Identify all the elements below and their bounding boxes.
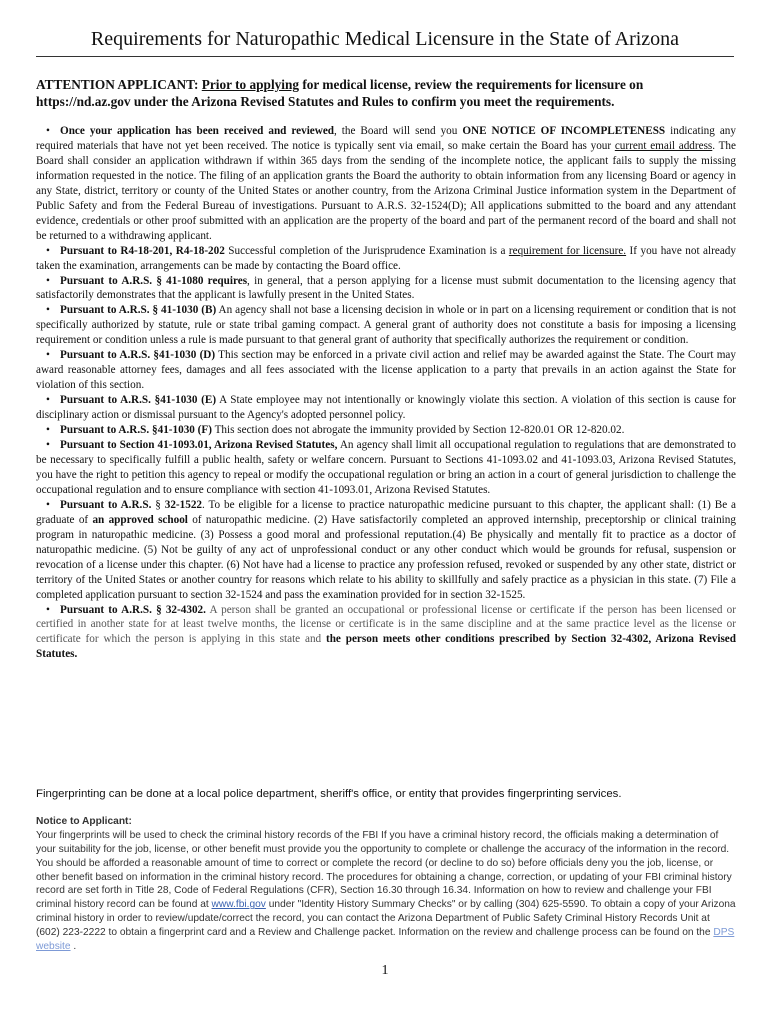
item-text: of naturopathic medicine. (2) Have satisfactorily completed an approved internship, preceptorship or clinical training program in naturopathic medicine. (3) Possess a good moral and professional reputation.(4) Be physically and mentally fit to practice as a doctor of naturopathic medicine. (5) Not be guilty of any act of unprofessional conduct or any other conduct which would be grounds for refusal, suspension or revocation of a license under this chapter. (6) Not have had a license to practice any profession refused, revoked or suspended by any other state, district or territory of the United States or another country for reasons which relate to his ability to skillfully and safely practice as a physician in this state. (7) File a completed application pursuant to section 32-1524 and pass the examination provided for in section 32-1525. — [36, 513, 736, 601]
item-underlined: requirement for licensure. — [508, 244, 627, 257]
item-emphasis: 32-1522 — [164, 498, 203, 511]
item-lead: Pursuant to Section 41-1093.01, Arizona Revised Statutes, — [60, 439, 338, 452]
bullet-icon: • — [46, 304, 50, 317]
title-underline — [36, 56, 734, 57]
notice-text: Your fingerprints will be used to check the criminal history records of the FBI If you have a criminal history record, the officials making a determination of your suitability for the job, license, or other benefit must provide you the opportunity to complete or challenge the accuracy of the information in the record. You should be afforded a reasonable amount of time to correct or complete the record (or decline to do so) before officials deny you the job, license, or other benefit based on information in the criminal history record. The procedures for obtaining a change, correction, or updating of your FBI criminal history record are set forth in Title 28, Code of Federal Regulations (CFR), Section 16.30 through 16.34. Information on how to review and challenge your FBI criminal history record can be found at — [36, 830, 732, 911]
bullet-icon: • — [46, 439, 50, 452]
list-item — [36, 603, 736, 663]
item-emphasis: ONE NOTICE OF INCOMPLETENESS — [462, 125, 666, 137]
bullet-icon: • — [46, 274, 50, 287]
list-item — [36, 438, 736, 498]
list-item — [36, 348, 736, 393]
item-text: . The Board shall consider an application withdrawn if within 365 days from the sending of the incomplete notice, the applicant fails to supply the missing information requested in the notice. The filing of an application grants the Board the authority to obtain information from any licensing Board or agency in any State, district, territory or county of the United States or another country, from the Arizona Criminal Justice information system in the Department of Public Safety and from the Federal Bureau of investigations. Pursuant to A.R.S. 32-1524(D); All applications submitted to the board and any attendant evidence, credentials or other proof submitted with an application are the property of the board and part of the permanent record of the board and shall not be returned to a withdrawing applicant. — [36, 139, 736, 242]
bullet-icon: • — [46, 498, 50, 511]
notice-text: under "Identity History Summary Checks" or by calling (304) 625-5590. To obtain a copy of your Arizona criminal history in order to review/update/correct the record, you can contact the Arizona Department of Public Safety Criminal History Records Unit at (602) 223-2222 to obtain a fingerprint card and a Review and Challenge packet. Information on the review and challenge process can be found on the — [36, 899, 736, 938]
bullet-icon: • — [46, 603, 50, 616]
list-item — [36, 244, 736, 274]
item-lead: Pursuant to A.R.S. — [60, 498, 152, 511]
item-text: A person shall be granted an occupational or professional license or certificate if the person has been licensed or certified in another state for at least twelve months, the license or certificate is in the same discipline and at the same practice level as the license or certificate for which the person is applying in this state and — [36, 603, 737, 646]
item-text: , in general, that a person applying for a license must submit documentation to the licensing agency that satisfactorily demonstrates that the applicant is lawfully present in the United States. — [36, 274, 736, 302]
fingerprinting-note: Fingerprinting can be done at a local police department, sheriff's office, or entity that provides fingerprinting services. — [36, 788, 622, 800]
bullet-icon: • — [46, 349, 50, 362]
item-lead: Pursuant to A.R.S. § 32-4302. — [60, 603, 206, 616]
item-lead: Once your application has been received and reviewed — [60, 125, 335, 137]
item-lead: Pursuant to A.R.S. §41-1030 (E) — [60, 394, 217, 407]
item-text: An agency shall not base a licensing decision in whole or in part on a licensing requirement or condition that is not specifically authorized by statute, rule or state tribal gaming compact. A general grant of authority does not constitute a basis for imposing a licensing requirement or condition unless a rule is made pursuant to that general grant of authority that specifically authorizes the requirement or condition. — [36, 304, 737, 347]
bullet-icon: • — [46, 394, 50, 407]
attention-applicant — [36, 76, 734, 110]
item-lead: Pursuant to R4-18-201, R4-18-202 — [60, 244, 225, 257]
item-text: . To be eligible for a license to practice naturopathic medicine pursuant to this chapter, the applicant shall: (1) Be a graduate of — [36, 498, 737, 526]
item-emphasis: an approved school — [92, 513, 188, 526]
item-lead: Pursuant to A.R.S. § 41-1080 requires — [60, 274, 248, 287]
bullet-icon: • — [46, 424, 50, 437]
attention-rest: for medical license, review the requirements for licensure on https://nd.az.gov under the Arizona Revised Statutes and Rules to confirm you meet the requirements. — [36, 77, 644, 109]
list-item — [36, 393, 736, 423]
page-title: Requirements for Naturopathic Medical Licensure in the State of Arizona — [90, 28, 680, 50]
list-item — [36, 423, 736, 438]
item-text: indicating any required materials that have not yet been received. The notice is typically sent via email, so make certain the Board has your — [36, 125, 736, 152]
requirements-list — [36, 124, 736, 662]
item-text: This section does not abrogate the immunity provided by Section 12-820.01 OR 12-820.02. — [211, 424, 625, 437]
item-emphasis: the person meets other conditions prescribed by Section 32-4302, Arizona Revised Statutes. — [36, 633, 736, 661]
item-text: A State employee may not intentionally or knowingly violate this section. A violation of this section is cause for disciplinary action or dismissal pursuant to the Agency's adopted personnel policy. — [36, 394, 737, 422]
item-text: If you have not already taken the examination, arrangements can be made by contacting the Board office. — [36, 244, 736, 272]
page-number: 1 — [381, 963, 389, 978]
dps-website-link[interactable]: DPS website — [36, 926, 735, 952]
item-text: , the Board will send you — [334, 125, 463, 137]
item-lead: Pursuant to A.R.S. § 41-1030 (B) — [60, 304, 217, 317]
bullet-icon: • — [46, 125, 50, 137]
attention-underlined: Prior to applying — [201, 77, 300, 92]
notice-text: . — [70, 940, 77, 952]
notice-heading: Notice to Applicant: — [36, 816, 132, 827]
item-text: An agency shall limit all occupational regulation to regulations that are demonstrated to be necessary to specifically fulfill a public health, safety or welfare concern. Pursuant to Sections 41-1093.02 and 41-1093.03, Arizona Revised Statutes, you have the right to petition this agency to repeal or modify the occupational regulation or bring an action in a court of general jurisdiction to challenge the occupational regulation and to ensure compliance with section 41-1093.01, Arizona Revised Statutes. — [36, 439, 736, 496]
list-item — [36, 124, 736, 244]
item-lead: Pursuant to A.R.S. §41-1030 (D) — [60, 349, 216, 362]
item-text: § — [151, 498, 165, 511]
list-item — [36, 498, 736, 603]
item-text: This section may be enforced in a private civil action and relief may be awarded against the State. The Court may award reasonable attorney fees, damages and all fees associated with the license application to a party that prevails in an action against the State for violation of this section. — [36, 349, 736, 392]
item-lead: Pursuant to A.R.S. §41-1030 (F) — [60, 424, 212, 437]
item-underlined: current email address — [614, 139, 713, 152]
item-text: Successful completion of the Jurisprudence Examination is a — [224, 244, 509, 257]
attention-lead: ATTENTION APPLICANT: — [36, 77, 202, 92]
list-item — [36, 303, 736, 348]
bullet-icon: • — [46, 244, 50, 257]
list-item — [36, 274, 736, 304]
fbi-link[interactable]: www.fbi.gov — [211, 899, 266, 911]
notice-body — [36, 829, 736, 954]
